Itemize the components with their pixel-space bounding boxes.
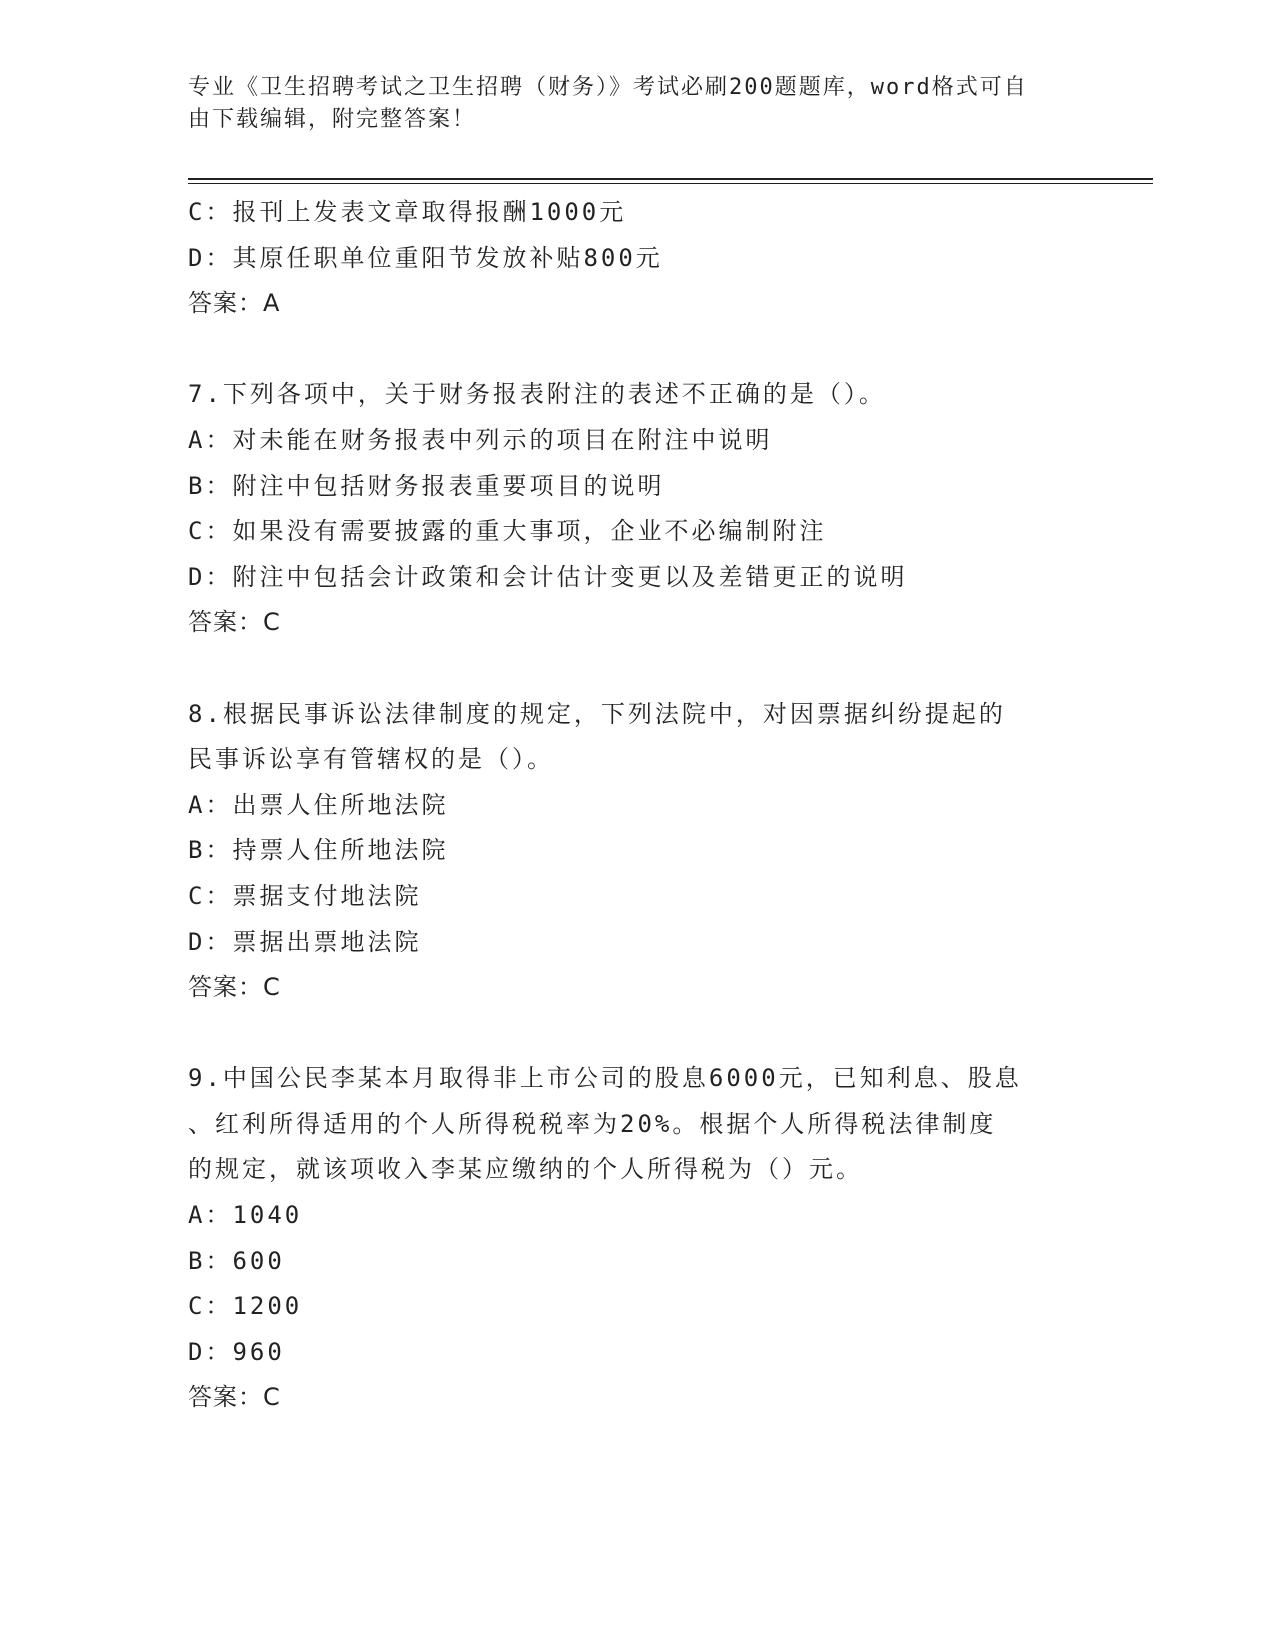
header-line-1: 专业《卫生招聘考试之卫生招聘（财务）》考试必刷200题题库，word格式可自 — [188, 75, 1028, 100]
document-header — [188, 72, 1068, 136]
header-line-2: 由下载编辑，附完整答案！ — [188, 107, 477, 132]
q7-option-c: C：如果没有需要披露的重大事项，企业不必编制附注 — [188, 517, 827, 546]
question-9 — [188, 1056, 1088, 1421]
q7-answer: 答案：C — [188, 608, 281, 637]
q7-option-a: A：对未能在财务报表中列示的项目在附注中说明 — [188, 425, 773, 454]
q6-option-c: C：报刊上发表文章取得报酬1000元 — [188, 198, 627, 226]
q8-question-line-2: 民事诉讼享有管辖权的是（）。 — [188, 745, 554, 774]
question-8 — [188, 692, 1088, 1011]
question-6-tail — [188, 190, 1088, 327]
q7-option-b: B：附注中包括财务报表重要项目的说明 — [188, 471, 665, 500]
q8-option-b: B：持票人住所地法院 — [188, 836, 449, 865]
q7-option-d: D：附注中包括会计政策和会计估计变更以及差错更正的说明 — [188, 562, 908, 591]
question-content — [188, 190, 1088, 1421]
spacer — [188, 1011, 1088, 1057]
spacer — [188, 646, 1088, 692]
q8-option-a: A：出票人住所地法院 — [188, 790, 449, 819]
q9-question-line-3: 的规定，就该项收入李某应缴纳的个人所得税为（）元。 — [188, 1155, 863, 1184]
q9-question-line-1: 9.中国公民李某本月取得非上市公司的股息6000元，已知利息、股息 — [188, 1064, 1022, 1093]
header-rule-thick — [188, 178, 1153, 180]
q6-option-d: D：其原任职单位重阳节发放补贴800元 — [188, 243, 663, 272]
q7-question: 7.下列各项中，关于财务报表附注的表述不正确的是（）。 — [188, 380, 886, 409]
q9-question-line-2: 、红利所得适用的个人所得税税率为20%。根据个人所得税法律制度 — [188, 1109, 997, 1138]
q9-answer: 答案：C — [188, 1383, 281, 1412]
q8-question-line-1: 8.根据民事诉讼法律制度的规定，下列法院中，对因票据纠纷提起的 — [188, 699, 1006, 728]
q8-option-c: C：票据支付地法院 — [188, 881, 422, 910]
q8-option-d: D：票据出票地法院 — [188, 927, 422, 956]
q9-option-c: C：1200 — [188, 1292, 303, 1321]
question-7 — [188, 372, 1088, 646]
q9-option-a: A：1040 — [188, 1201, 303, 1230]
q9-option-d: D：960 — [188, 1337, 285, 1366]
q8-answer: 答案：C — [188, 973, 281, 1002]
header-rule-thin — [188, 183, 1153, 184]
spacer — [188, 327, 1088, 373]
q6-answer: 答案：A — [188, 289, 281, 318]
q9-option-b: B：600 — [188, 1246, 285, 1275]
